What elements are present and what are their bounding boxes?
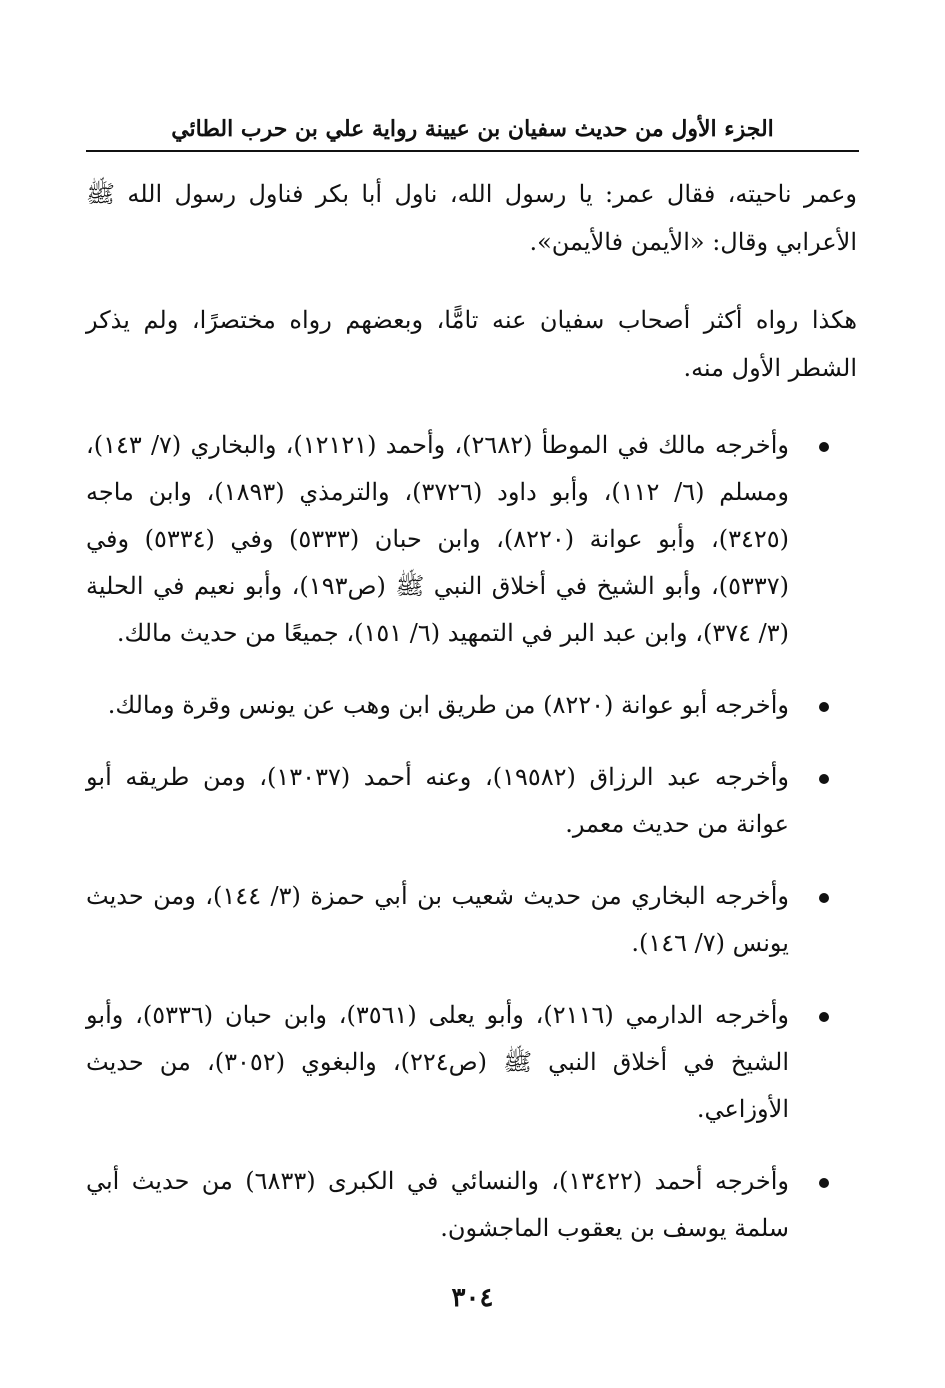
bullet-icon: [819, 774, 829, 784]
list-item-text: وأخرجه أبو عوانة (٨٢٢٠) من طريق ابن وهب عن يونس وقرة ومالك.: [107, 691, 789, 719]
bullet-icon: [819, 702, 829, 712]
list-item: [86, 422, 857, 657]
running-header: الجزء الأول من حديث سفيان بن عيينة رواية علي بن حرب الطائي: [86, 112, 859, 152]
paragraph-note: هكذا رواه أكثر أصحاب سفيان عنه تامًّا، وبعضهم رواه مختصرًا، ولم يذكر الشطر الأول منه.: [86, 306, 857, 382]
list-item-text: وأخرجه عبد الرزاق (١٩٥٨٢)، وعنه أحمد (١٣٠٣٧)، ومن طريقه أبو عوانة من حديث معمر.: [86, 763, 789, 838]
list-item: [86, 754, 857, 848]
paragraph-continuation: وعمر ناحيته، فقال عمر: يا رسول الله، ناول أبا بكر فناول رسول الله ﷺ الأعرابي وقال: «الأيمن فالأيمن».: [86, 180, 857, 256]
list-item: [86, 682, 857, 729]
takhrij-list: [86, 422, 857, 1252]
list-item-text: وأخرجه الدارمي (٢١١٦)، وأبو يعلى (٣٥٦١)، وابن حبان (٥٣٣٦)، وأبو الشيخ في أخلاق النبي ﷺ (ص٢٢٤)، والبغوي (٣٠٥٢)، من حديث الأوزاعي.: [86, 1001, 790, 1123]
page-number: ٣٠٤: [451, 1283, 494, 1313]
list-item-text: وأخرجه مالك في الموطأ (٢٦٨٢)، وأحمد (١٢١٢١)، والبخاري (٧/ ١٤٣)، ومسلم (٦/ ١١٢)، وأبو داود (٣٧٢٦)، والترمذي (١٨٩٣)، وابن ماجه (٣٤٢٥)، وأبو عوانة (٨٢٢٠)، وابن حبان (٥٣٣٣) وفي (٥٣٣٤) وفي (٥٣٣٧)، وأبو الشيخ في أخلاق النبي ﷺ (ص١٩٣)، وأبو نعيم في الحلية (٣/ ٣٧٤)، وابن عبد البر في التمهيد (٦/ ١٥١)، جميعًا من حديث مالك.: [86, 431, 790, 647]
list-item-text: وأخرجه البخاري من حديث شعيب بن أبي حمزة (٣/ ١٤٤)، ومن حديث يونس (٧/ ١٤٦).: [86, 882, 790, 957]
list-item: [86, 873, 857, 967]
list-item-text: وأخرجه أحمد (١٣٤٢٢)، والنسائي في الكبرى (٦٨٣٣) من حديث أبي سلمة يوسف بن يعقوب الماجشون.: [86, 1167, 789, 1242]
bullet-icon: [819, 442, 829, 452]
page-body: [86, 170, 857, 1277]
list-item: [86, 992, 857, 1133]
list-item: [86, 1158, 857, 1252]
bullet-icon: [819, 1178, 829, 1188]
bullet-icon: [819, 1012, 829, 1022]
bullet-icon: [819, 893, 829, 903]
